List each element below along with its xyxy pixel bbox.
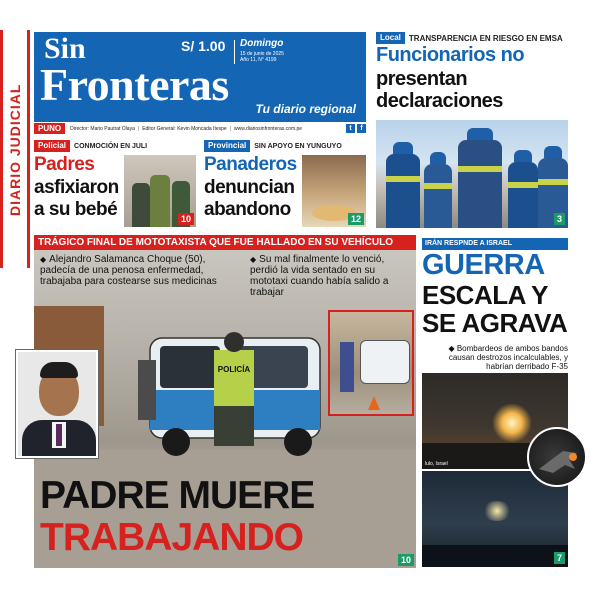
- war-headline-line2: ESCALA Y: [422, 280, 549, 310]
- editor-credit: Editor General: Kevin Moncada Itespe: [142, 125, 227, 132]
- provincial-headline-highlight: Panaderos: [204, 154, 297, 175]
- photo-figure: [150, 175, 170, 227]
- portrait-tie: [56, 424, 62, 446]
- issue-date: 15 de junio de 2025: [240, 51, 284, 57]
- info-separator: |: [229, 125, 231, 132]
- section-tag-policial: Policial: [34, 140, 70, 152]
- photo-figure: [386, 154, 420, 228]
- main-story-bullet-text: Alejandro Salamanca Choque (50), padecía de una penosa enfermedad, trabajaba para costearse sus medicinas: [40, 254, 217, 287]
- social-icons: [346, 124, 366, 133]
- explosion-glow: [492, 403, 532, 443]
- war-story-bullet: [430, 344, 568, 371]
- main-headline-line1: PADRE MUERE: [40, 474, 315, 517]
- bullet-icon: ◆: [250, 255, 257, 264]
- page-number: 10: [398, 554, 414, 566]
- policial-photo: [124, 155, 196, 227]
- policial-kicker: CONMOCIÓN EN JULI: [74, 142, 148, 150]
- photo-figure: [424, 164, 452, 228]
- photo-figure: [508, 162, 538, 228]
- war-headline-line3: SE AGRAVA: [422, 308, 568, 338]
- top-story-kicker: TRANSPARENCIA EN RIESGO EN EMSA: [408, 33, 563, 43]
- provincial-headline: denuncian abandono: [204, 177, 295, 220]
- top-story-headline: presentan declaraciones: [376, 68, 503, 112]
- issue-day: Domingo: [240, 38, 284, 49]
- top-story-headline-highlight: Funcionarios no: [376, 44, 525, 66]
- missile-glow: [482, 501, 512, 521]
- war-story-bullet-text: Bombardeos de ambos bandos causan destrozos incalculables, y habrían derribado F-35: [448, 344, 568, 371]
- war-photo-night: [422, 471, 568, 567]
- website-link[interactable]: www.diariosinfronteras.com.pe: [234, 125, 303, 132]
- portrait-hair: [40, 362, 78, 378]
- top-story-header: [376, 32, 563, 44]
- photo-credit: lulo, Israel: [425, 461, 448, 467]
- traffic-cone-icon: [368, 396, 380, 410]
- provincial-photo: [302, 155, 366, 227]
- scene-inset-photo: [328, 310, 414, 416]
- main-story-bullet-text: Su mal finalmente lo venció, perdió la vida sentado en su mototaxi cuando había salido a trabajar: [250, 254, 389, 298]
- main-story-kicker: TRÁGICO FINAL DE MOTOTAXISTA QUE FUE HALLADO EN SU VEHÍCULO: [34, 235, 416, 250]
- provincial-kicker: SIN APOYO EN YUNGUYO: [254, 142, 342, 150]
- side-stripe-right: [27, 30, 30, 268]
- page-number: 7: [554, 552, 565, 564]
- masthead: [34, 32, 366, 122]
- section-tag-local: Local: [376, 32, 405, 44]
- main-story-bullet: [40, 254, 240, 287]
- slogan: Tu diario regional: [255, 102, 356, 116]
- brand-name-line2: Fronteras: [40, 59, 229, 110]
- jet-fire: [569, 453, 577, 461]
- top-story-photo: [376, 120, 568, 228]
- twitter-icon[interactable]: t: [346, 124, 355, 133]
- jet-icon: [529, 429, 587, 487]
- price: S/ 1.00: [181, 38, 226, 54]
- photo-figure: [132, 183, 150, 227]
- side-label-bar: [0, 30, 30, 268]
- war-headline-highlight: GUERRA: [422, 249, 545, 281]
- bullet-icon: ◆: [448, 344, 457, 353]
- director-credit: Director: Mario Pautrat Olaya: [70, 125, 135, 132]
- facebook-icon[interactable]: f: [357, 124, 366, 133]
- mototaxi-window: [160, 346, 220, 388]
- policial-headline: asfixiaron a su bebé: [34, 177, 119, 220]
- region-tag: PUNO: [34, 123, 65, 134]
- brand-name-line1: Sin: [44, 32, 86, 65]
- officer-vest: [214, 350, 254, 406]
- page-number: 12: [348, 213, 364, 225]
- main-story-bullet: [250, 254, 412, 298]
- mototaxi-illustration: [120, 320, 348, 460]
- officer-cap: [224, 332, 244, 352]
- photo-figure: [458, 140, 502, 228]
- section-tag-provincial: Provincial: [204, 140, 250, 152]
- victim-portrait: [16, 350, 98, 458]
- side-label: DIARIO JUDICIAL: [7, 83, 23, 217]
- bullet-icon: ◆: [40, 255, 47, 264]
- inset-mototaxi: [360, 340, 410, 384]
- info-separator: |: [137, 125, 140, 132]
- inset-officer: [340, 342, 354, 392]
- mototaxi-wheel: [162, 428, 190, 456]
- info-strip: [34, 122, 366, 135]
- war-story-kicker: IRÁN RESPNDE A ISRAEL: [422, 238, 568, 250]
- provincial-header: [204, 140, 342, 152]
- page-number: 3: [554, 213, 565, 225]
- main-headline-line2: TRABAJANDO: [40, 516, 303, 559]
- policial-header: [34, 140, 147, 152]
- mototaxi-wheel: [284, 428, 312, 456]
- officer-trousers: [214, 406, 254, 446]
- city-skyline: [422, 545, 568, 567]
- policial-headline-highlight: Padres: [34, 154, 95, 175]
- masthead-divider: [234, 40, 235, 64]
- issue-number: Año 11, N° 4199: [240, 57, 277, 63]
- officer-figure: [138, 360, 156, 420]
- officer-vest-label: POLICÍA: [217, 365, 251, 374]
- page-number: 10: [178, 213, 194, 225]
- downed-jet-inset: [527, 427, 587, 487]
